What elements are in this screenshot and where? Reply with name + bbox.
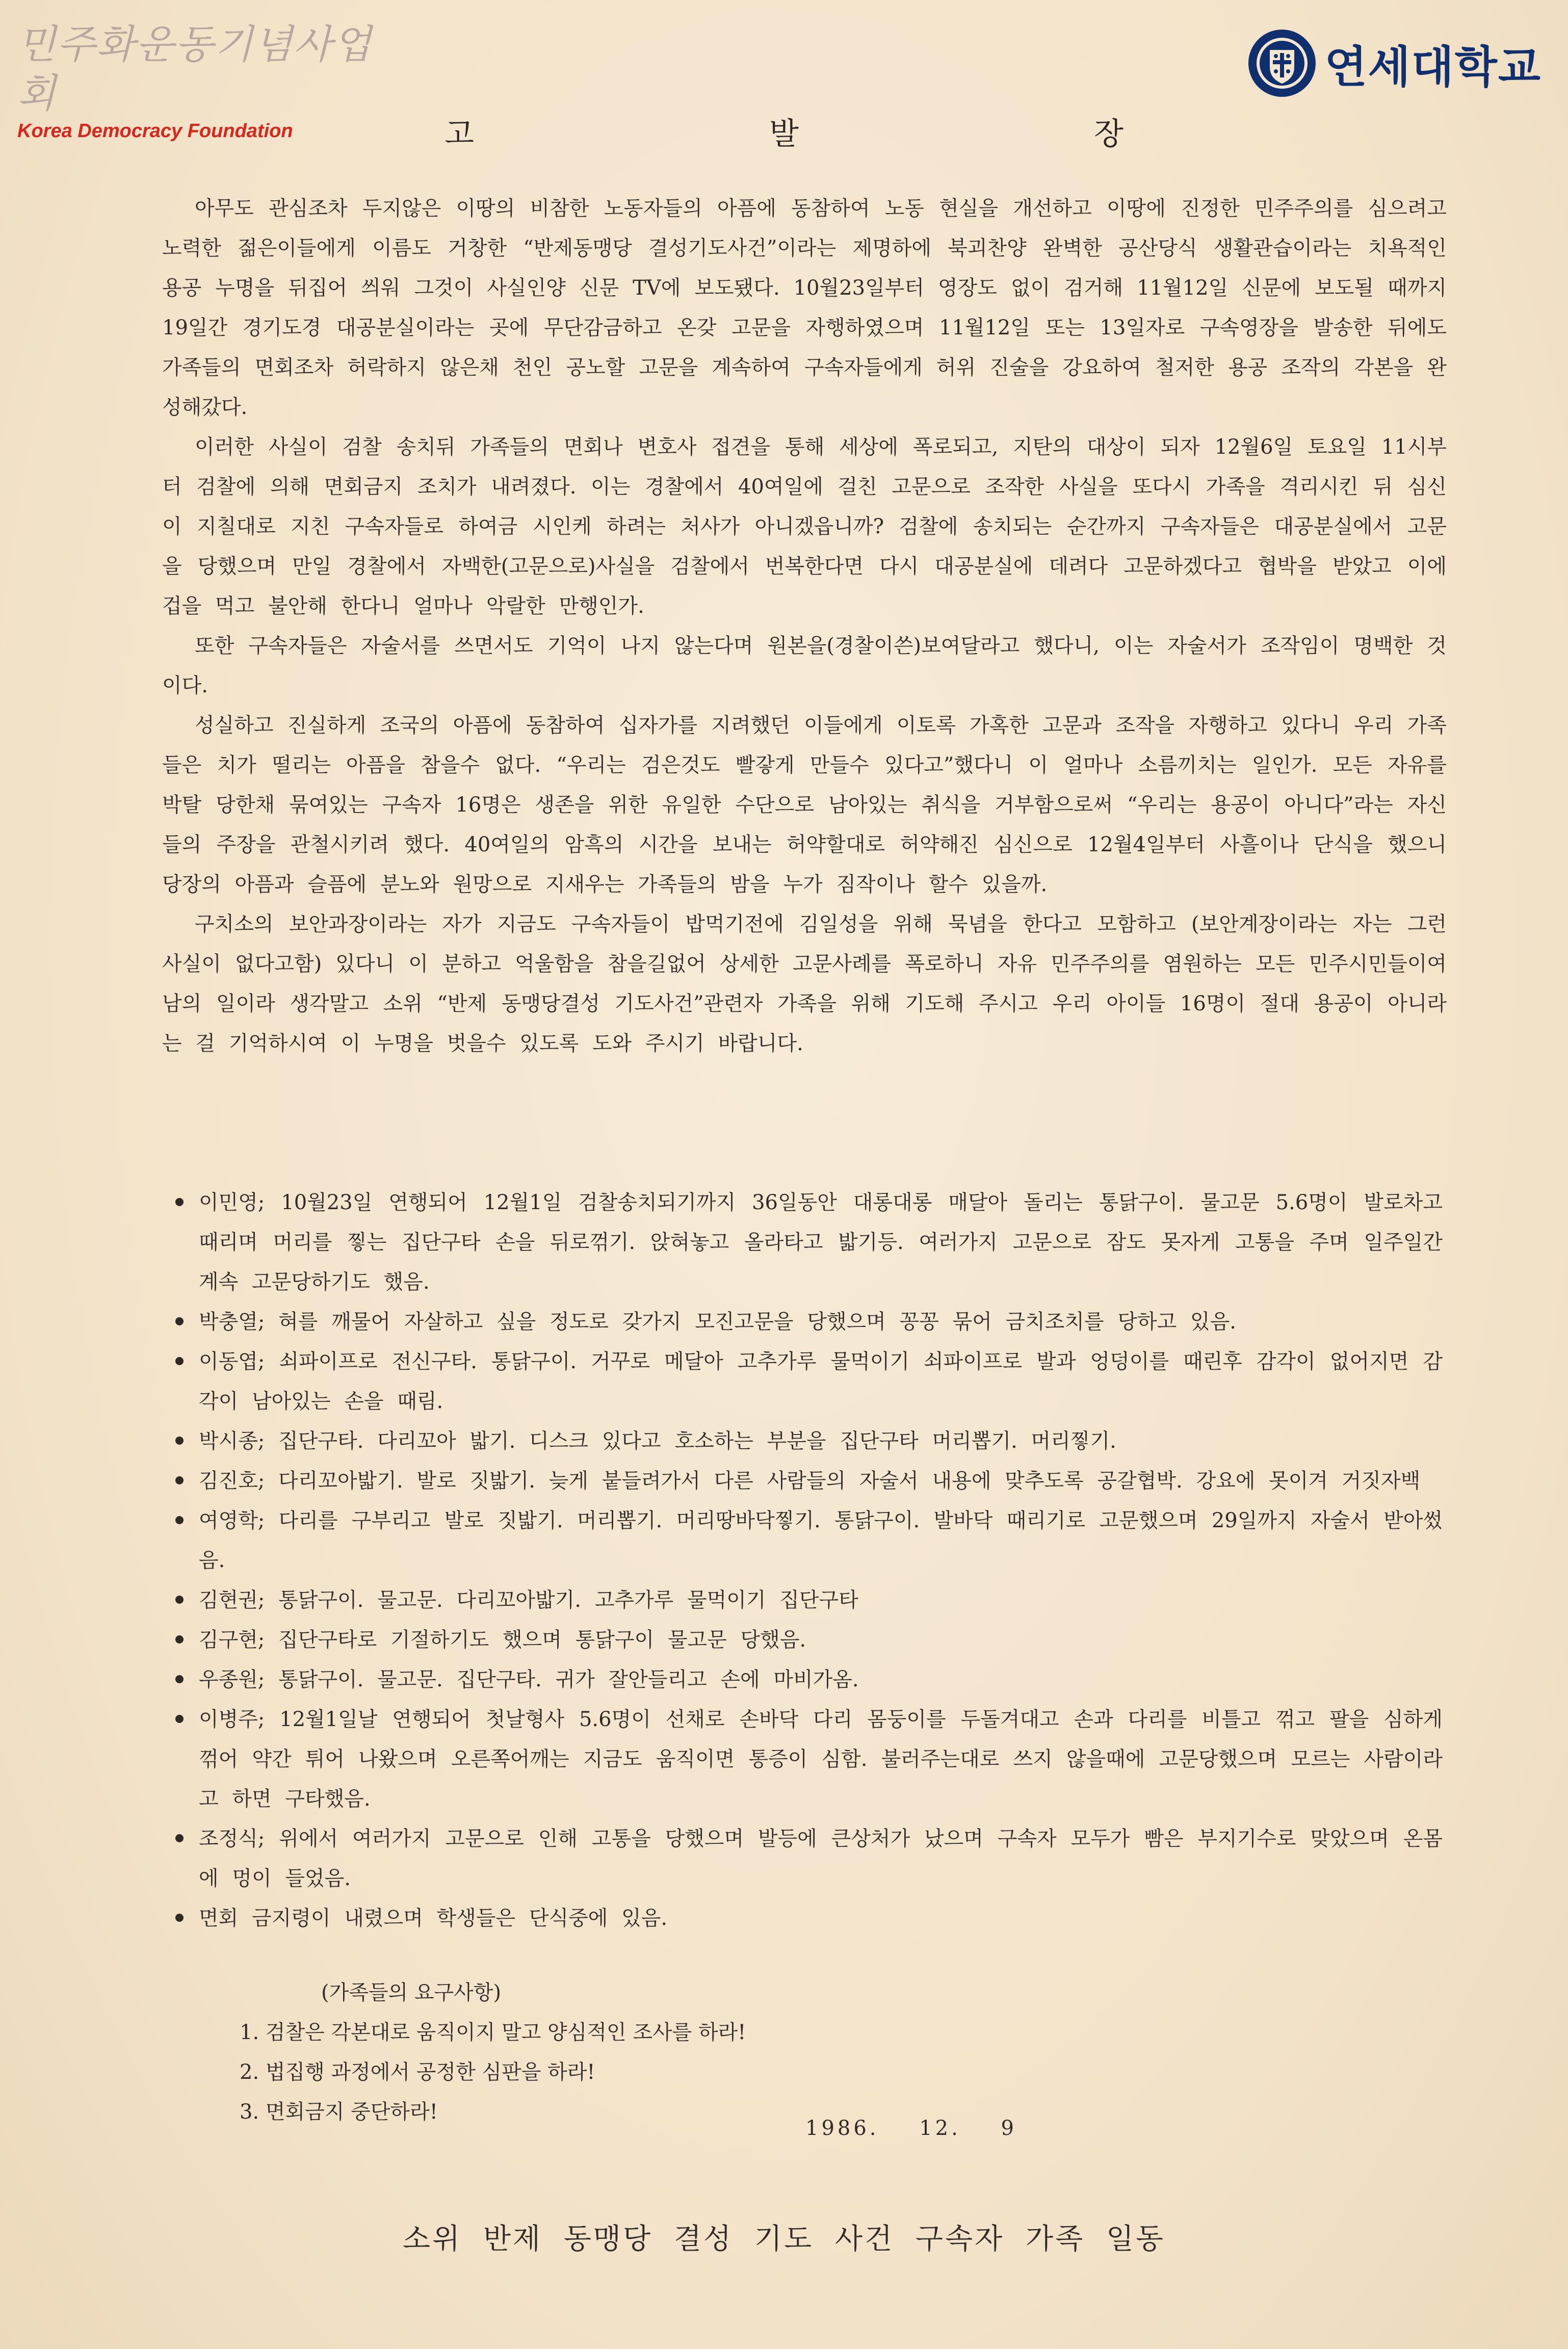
document-title: 고 발 장 <box>444 116 1267 152</box>
list-item <box>168 1700 1443 1819</box>
bullet-icon <box>175 1357 184 1365</box>
paragraph: 구치소의 보안과장이라는 자가 지금도 구속자들이 밥먹기전에 김일성을 위해 묵념을 한다고 모함하고 (보안계장이라는 자는 그런 사실이 없다고함) 있다니 이 분하고 억울함을 참을길없어 상세한 고문사례를 폭로하니 자유 민주주의를 염원하는 모든 민주시민들이여 남의 일이라 생각말고 소위 “반제 동맹당결성 기도사건”관련자 가족을 위해 기도해 주시고 우리 아이들 16명이 절대 용공이 아니라는 걸 기억하시여 이 누명을 벗을수 있도록 도와 주시기 바랍니다. <box>162 912 1447 1055</box>
list-item <box>168 1302 1443 1342</box>
bullet-icon <box>175 1476 184 1484</box>
list-item-text: 이민영; 10월23일 연행되어 12월1일 검찰송치되기까지 36일동안 대롱대롱 매달아 돌리는 통닭구이. 물고문 5.6명이 발로차고 때리며 머리를 찧는 집단구타 손을 뒤로꺾기. 앉혀놓고 올라타고 밟기등. 여러가지 고문으로 잠도 못자게 고통을 주며 일주일간 계속 고문당하기도 했음. <box>199 1191 1443 1294</box>
list-item <box>168 1660 1443 1700</box>
list-item <box>168 1898 1443 1938</box>
bullet-icon <box>175 1715 184 1723</box>
document-date: 1986. 12. 9 <box>805 2117 1017 2140</box>
list-item-text: 김진호; 다리꼬아밟기. 발로 짓밟기. 늦게 붙들려가서 다른 사람들의 자술서 내용에 맞추도록 공갈협박. 강요에 못이겨 거짓자백 <box>199 1469 1421 1493</box>
bullet-icon <box>175 1596 184 1604</box>
list-item <box>168 1342 1443 1421</box>
signature-line: 소위 반제 동맹당 결성 기도 사건 구속자 가족 일동 <box>402 2223 1166 2256</box>
list-item-text: 우종원; 통닭구이. 물고문. 집단구타. 귀가 잘안들리고 손에 마비가옴. <box>199 1668 859 1691</box>
paragraph: 이러한 사실이 검찰 송치뒤 가족들의 면회나 변호사 접견을 통해 세상에 폭로되고, 지탄의 대상이 되자 12월6일 토요일 11시부터 검찰에 의해 면회금지 조치가 내려졌다. 이는 경찰에서 40여일에 걸친 고문으로 조작한 사실을 또다시 가족을 격리시킨 뒤 심신이 지칠대로 지친 구속자들로 하여금 시인케 하려는 처사가 아니겠읍니까? 검찰에 송치되는 순간까지 구속자들은 대공분실에서 고문을 당했으며 만일 경찰에서 자백한(고문으로)사실을 검찰에서 번복한다면 다시 대공분실에 데려다 고문하겠다고 협박을 받았고 이에 겁을 먹고 불안해 한다니 얼마나 악랄한 만행인가. <box>162 435 1447 618</box>
list-item <box>168 1183 1443 1302</box>
demand-item: 3. 면회금지 중단하라! <box>240 2100 438 2124</box>
list-item <box>168 1620 1443 1660</box>
bullet-icon <box>175 1675 184 1683</box>
torture-case-list <box>168 1183 1443 1938</box>
list-item-text: 면회 금지령이 내렸으며 학생들은 단식중에 있음. <box>199 1907 668 1930</box>
list-item <box>168 1421 1443 1461</box>
bullet-icon <box>175 1317 184 1325</box>
demand-item: 2. 법집행 과정에서 공정한 심판을 하라! <box>240 2060 595 2084</box>
kdf-logo-english: Korea Democracy Foundation <box>17 120 293 142</box>
list-item-text: 이동엽; 쇠파이프로 전신구타. 통닭구이. 거꾸로 메달아 고추가루 물먹이기 쇠파이프로 발과 엉덩이를 때린후 감각이 없어지면 감각이 남아있는 손을 때림. <box>199 1350 1443 1413</box>
list-item <box>168 1501 1443 1580</box>
list-item-text: 여영학; 다리를 구부리고 발로 짓밟기. 머리뽑기. 머리땅바닥찧기. 통닭구이. 발바닥 때리기로 고문했으며 29일까지 자술서 받아썼음. <box>199 1509 1443 1572</box>
list-item <box>168 1461 1443 1501</box>
bullet-icon <box>175 1516 184 1524</box>
family-demands <box>240 1973 746 2132</box>
bullet-icon <box>175 1914 184 1922</box>
demand-item: 1. 검찰은 각본대로 움직이지 말고 양심적인 조사를 하라! <box>240 2021 746 2044</box>
list-item-text: 박충열; 혀를 깨물어 자살하고 싶을 정도로 갖가지 모진고문을 당했으며 꽁꽁 묶어 금치조치를 당하고 있음. <box>199 1310 1237 1334</box>
body-text <box>162 189 1447 1063</box>
kdf-logo-korean: 민주화운동기념사업회 <box>17 22 373 117</box>
list-item-text: 김현권; 통닭구이. 물고문. 다리꼬아밟기. 고추가루 물먹이기 집단구타 <box>199 1588 858 1612</box>
yonsei-name: 연세대학교 <box>1324 42 1541 93</box>
list-item-text: 박시종; 집단구타. 다리꼬아 밟기. 디스크 있다고 호소하는 부분을 집단구타 머리뽑기. 머리찧기. <box>199 1429 1116 1453</box>
bullet-icon <box>175 1198 184 1206</box>
bullet-icon <box>175 1437 184 1445</box>
list-item <box>168 1819 1443 1898</box>
yonsei-seal-icon <box>1246 28 1318 99</box>
bullet-icon <box>175 1635 184 1643</box>
paragraph: 아무도 관심조차 두지않은 이땅의 비참한 노동자들의 아픔에 동참하여 노동 현실을 개선하고 이땅에 진정한 민주주의를 심으려고 노력한 젊은이들에게 이름도 거창한 “반제동맹당 결성기도사건”이라는 제명하에 북괴찬양 완벽한 공산당식 생활관습이라는 치욕적인 용공 누명을 뒤집어 씌워 그것이 사실인양 신문 TV에 보도됐다. 10월23일부터 영장도 없이 검거해 11월12일 신문에 보도될 때까지 19일간 경기도경 대공분실이라는 곳에 무단감금하고 온갖 고문을 자행하였으며 11월12일 또는 13일자로 구속영장을 발송한 뒤에도 가족들의 면회조차 허락하지 않은채 천인 공노할 고문을 계속하여 구속자들에게 허위 진술을 강요하여 철저한 용공 조작의 각본을 완성해갔다. <box>162 197 1447 419</box>
list-item <box>168 1580 1443 1620</box>
list-item-text: 이병주; 12월1일날 연행되어 첫날형사 5.6명이 선채로 손바닥 다리 몸둥이를 두돌겨대고 손과 다리를 비틀고 꺾고 팔을 심하게 꺾어 약간 튀어 나왔으며 오른쪽어깨는 지금도 움직이면 통증이 심함. 불러주는대로 쓰지 않을때에 고문당했으며 모르는 사람이라고 하면 구타했음. <box>199 1708 1443 1811</box>
yonsei-logo <box>1246 28 1541 99</box>
demands-title: (가족들의 요구사항) <box>321 1981 502 2004</box>
bullet-icon <box>175 1834 184 1842</box>
paragraph: 또한 구속자들은 자술서를 쓰면서도 기억이 나지 않는다며 원본을(경찰이쓴)보여달라고 했다니, 이는 자술서가 조작임이 명백한 것이다. <box>162 634 1447 697</box>
list-item-text: 김구현; 집단구타로 기절하기도 했으며 통닭구이 물고문 당했음. <box>199 1628 806 1652</box>
paragraph: 성실하고 진실하게 조국의 아픔에 동참하여 십자가를 지려했던 이들에게 이토록 가혹한 고문과 조작을 자행하고 있다니 우리 가족들은 치가 떨리는 아픔을 참을수 없다. “우리는 검은것도 빨갛게 만들수 있다고”했다니 이 얼마나 소름끼치는 일인가. 모든 자유를 박탈 당한채 묶여있는 구속자 16명은 생존을 위한 유일한 수단으로 남아있는 취식을 거부함으로써 “우리는 용공이 아니다”라는 자신들의 주장을 관철시키려 했다. 40여일의 암흑의 시간을 보내는 허약할대로 허약해진 심신으로 12월4일부터 사흘이나 단식을 했으니 당장의 아픔과 슬픔에 분노와 원망으로 지새우는 가족들의 밤을 누가 짐작이나 할수 있을까. <box>162 714 1447 896</box>
list-item-text: 조정식; 위에서 여러가지 고문으로 인해 고통을 당했으며 발등에 큰상처가 났으며 구속자 모두가 빰은 부지기수로 맞았으며 온몸에 멍이 들었음. <box>199 1827 1443 1890</box>
